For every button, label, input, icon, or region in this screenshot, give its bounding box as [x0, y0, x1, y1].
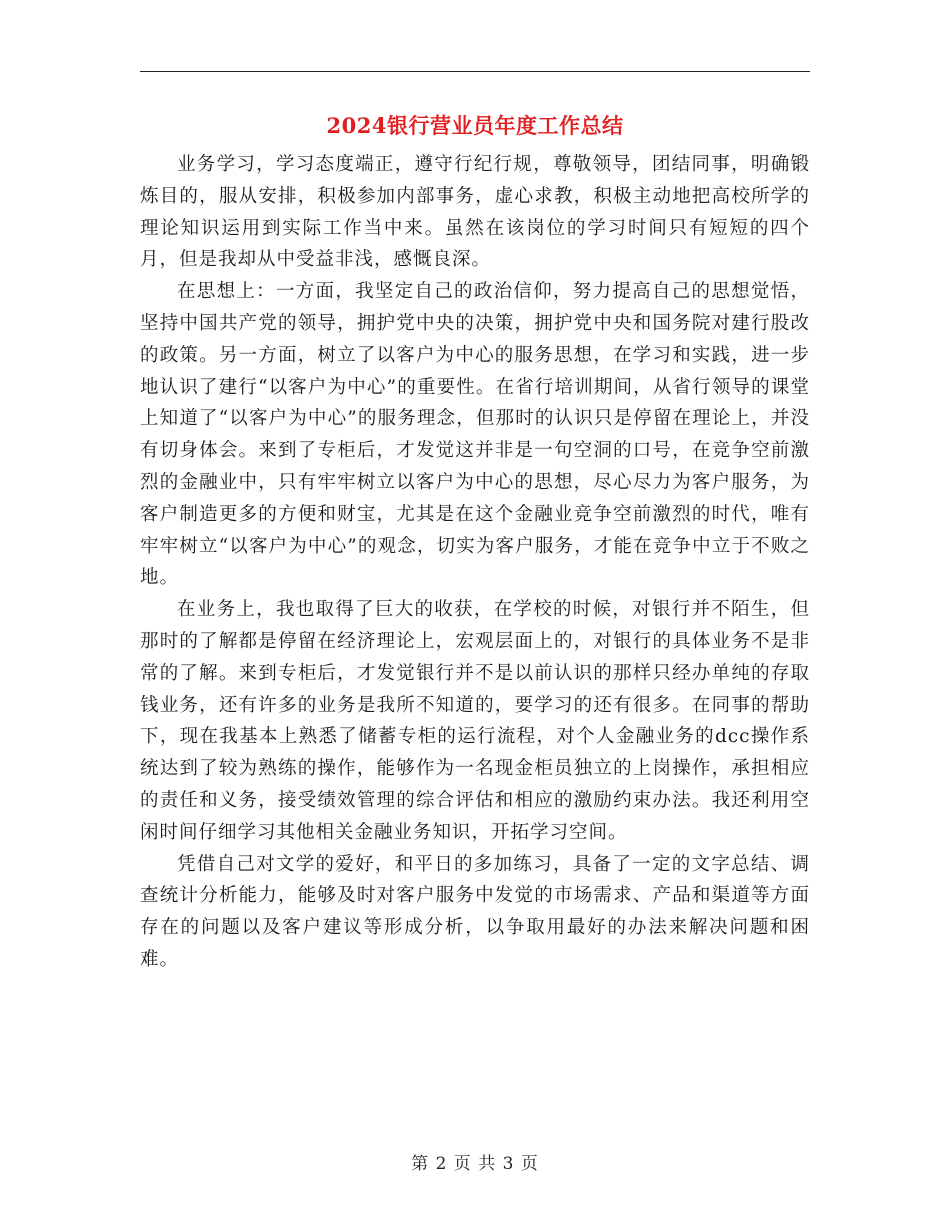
paragraph-writing-skills: 凭借自己对文学的爱好，和平日的多加练习，具备了一定的文字总结、调查统计分析能力，能够及时对客户服务中发觉的市场需求、产品和渠道等方面存在的问题以及客户建议等形成分析，以争取用最好的办法来解决问题和困难。 — [140, 853, 810, 970]
document-body — [140, 149, 810, 976]
paragraph-business-study: 业务学习，学习态度端正，遵守行纪行规，尊敬领导，团结同事，明确锻炼目的，服从安排，积极参加内部事务，虚心求教，积极主动地把高校所学的理论知识运用到实际工作当中来。虽然在该岗位的学习时间只有短短的四个月，但是我却从中受益非浅，感慨良深。 — [140, 154, 810, 271]
paragraph-ideology: 在思想上：一方面，我坚定自己的政治信仰，努力提高自己的思想觉悟，坚持中国共产党的领导，拥护党中央的决策，拥护党中央和国务院对建行股改的政策。另一方面，树立了以客户为中心的服务思想，在学习和实践，进一步地认识了建行“以客户为中心”的重要性。在省行培训期间，从省行领导的课堂上知道了“以客户为中心”的服务理念，但那时的认识只是停留在理论上，并没有切身体会。来到了专柜后，才发觉这并非是一句空洞的口号，在竞争空前激烈的金融业中，只有牢牢树立以客户为中心的思想，尽心尽力为客户服务，为客户制造更多的方便和财宝，尤其是在这个金融业竞争空前激烈的时代，唯有牢牢树立“以客户为中心”的观念，切实为客户服务，才能在竞争中立于不败之地。 — [140, 281, 810, 589]
paragraph-business-work: 在业务上，我也取得了巨大的收获，在学校的时候，对银行并不陌生，但那时的了解都是停留在经济理论上，宏观层面上的，对银行的具体业务不是非常的了解。来到专柜后，才发觉银行并不是以前认识的那样只经办单纯的存取钱业务，还有许多的业务是我所不知道的，要学习的还有很多。在同事的帮助下，现在我基本上熟悉了储蓄专柜的运行流程，对个人金融业务的dcc操作系统达到了较为熟练的操作，能够作为一名现金柜员独立的上岗操作，承担相应的责任和义务，接受绩效管理的综合评估和相应的激励约束办法。我还利用空闲时间仔细学习其他相关金融业务知识，开拓学习空间。 — [140, 599, 810, 843]
page-number-footer: 第 2 页 共 3 页 — [411, 1154, 539, 1174]
header-rule — [140, 71, 810, 72]
document-title: 2024银行营业员年度工作总结 — [326, 113, 624, 138]
